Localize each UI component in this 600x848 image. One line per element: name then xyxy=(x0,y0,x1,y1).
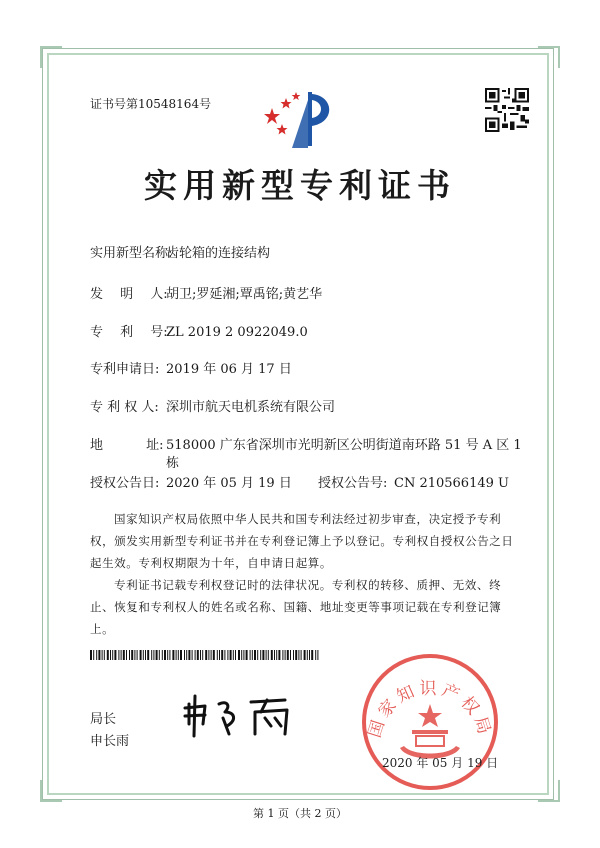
field-value: 深圳市航天电机系统有限公司 xyxy=(166,400,336,415)
field-label: 地 址: xyxy=(90,438,164,453)
corner-ornament xyxy=(40,780,62,802)
corner-ornament xyxy=(538,780,560,802)
field-value: 栋 xyxy=(166,456,180,471)
field-label: 授权公告日: xyxy=(90,476,160,491)
body-paragraph-2: 专利证书记载专利权登记时的法律状况。专利权的转移、质押、无效、终止、恢复和专利权人的姓名或名称、国籍、地址变更等事项记载在专利登记簿上。 xyxy=(90,578,502,636)
director-name: 申长雨 xyxy=(90,734,130,749)
field-value: 齿轮箱的连接结构 xyxy=(166,246,271,261)
field-label: 发 明 人: xyxy=(90,287,168,302)
field-label: 专 利 权 人: xyxy=(90,400,159,415)
field-address-continued xyxy=(90,452,179,471)
seal-date: 2020 年 05 月 19 日 xyxy=(382,756,499,770)
page-number: 第 1 页（共 2 页） xyxy=(253,807,347,820)
field-patent-number xyxy=(90,321,308,340)
field-label: 专利申请日: xyxy=(90,362,160,377)
field-grant-number xyxy=(318,472,509,491)
body-paragraph-1: 国家知识产权局依照中华人民共和国专利法经过初步审查，决定授予专利权，颁发实用新型专利证书并在专利登记簿上予以登记。专利权自授权公告之日起生效。专利权期限为十年，自申请日起算。 xyxy=(90,512,514,570)
patent-office-logo xyxy=(262,88,342,150)
field-value: 2019 年 06 月 17 日 xyxy=(166,362,292,377)
field-label: 专 利 号: xyxy=(90,325,168,340)
field-value: 518000 广东省深圳市光明新区公明街道南环路 51 号 A 区 1 xyxy=(166,438,522,453)
field-value: 2020 年 05 月 19 日 xyxy=(166,476,292,491)
seal-text: 国家知识产权局 xyxy=(364,679,496,741)
field-value: 胡卫;罗延湘;覃禹铭;黄艺华 xyxy=(166,287,323,302)
certificate-title: 实用新型专利证书 xyxy=(144,166,456,205)
field-label: 授权公告号: xyxy=(318,476,388,491)
corner-ornament xyxy=(40,46,62,68)
field-patentee xyxy=(90,396,335,415)
field-filing-date xyxy=(90,358,292,377)
field-grant-date xyxy=(90,472,292,491)
field-inventor xyxy=(90,283,322,302)
barcode xyxy=(90,650,320,660)
qr-code xyxy=(485,88,529,132)
field-label: 实用新型名称: xyxy=(90,246,173,261)
official-seal xyxy=(360,652,500,792)
director-title: 局长 xyxy=(90,712,117,727)
field-value: CN 210566149 U xyxy=(394,476,509,491)
field-utility-model-name xyxy=(90,242,270,261)
director-signature xyxy=(175,690,315,740)
field-address xyxy=(90,434,522,453)
field-value: ZL 2019 2 0922049.0 xyxy=(166,325,308,340)
corner-ornament xyxy=(538,46,560,68)
certificate-number: 证书号第10548164号 xyxy=(90,97,212,111)
